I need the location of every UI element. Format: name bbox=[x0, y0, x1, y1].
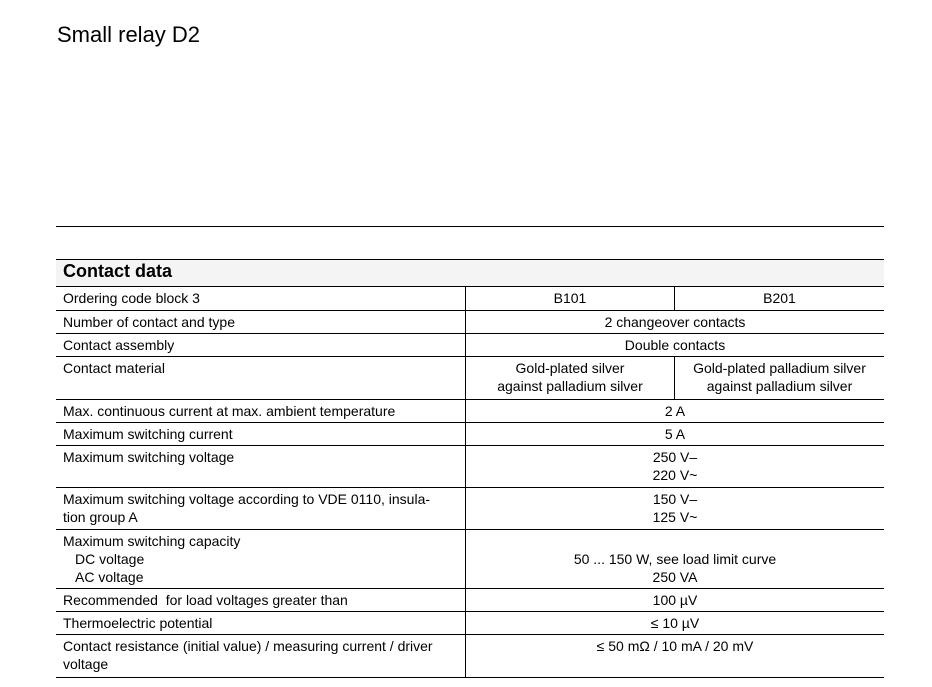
label-line: Maximum switching voltage according to VDE 0110, insula- bbox=[63, 491, 431, 507]
value-line: against palladium silver bbox=[497, 378, 643, 394]
column-header-b201: B201 bbox=[675, 287, 885, 311]
row-value: 100 µV bbox=[466, 589, 885, 612]
row-value: 2 A bbox=[466, 400, 885, 423]
table-row bbox=[56, 446, 884, 488]
column-header-b101: B101 bbox=[466, 287, 675, 311]
row-label: Contact assembly bbox=[56, 334, 466, 357]
table-row bbox=[56, 635, 884, 678]
table-row bbox=[56, 400, 884, 423]
value-line: 220 V~ bbox=[652, 467, 698, 483]
table-row bbox=[56, 311, 884, 334]
value-line: Gold-plated palladium silver bbox=[693, 360, 866, 376]
value-line: 250 VA bbox=[652, 569, 698, 585]
table-row bbox=[56, 423, 884, 446]
row-value: ≤ 10 µV bbox=[466, 612, 885, 635]
row-label: Contact material bbox=[56, 357, 466, 400]
row-label: Thermoelectric potential bbox=[56, 612, 466, 635]
row-value: Double contacts bbox=[466, 334, 885, 357]
value-line: Gold-plated silver bbox=[515, 360, 625, 376]
row-label: Recommended for load voltages greater than bbox=[56, 589, 466, 612]
row-value bbox=[466, 530, 885, 589]
section-title: Contact data bbox=[56, 260, 884, 287]
value-line: 150 V– bbox=[652, 491, 698, 507]
row-label bbox=[56, 635, 466, 678]
value-line: 50 ... 150 W, see load limit curve bbox=[573, 551, 777, 567]
table-row bbox=[56, 357, 884, 400]
section-header bbox=[56, 260, 884, 287]
document-title: Small relay D2 bbox=[57, 22, 201, 47]
value-line: 125 V~ bbox=[652, 509, 698, 525]
label-line: tion group A bbox=[63, 509, 138, 525]
row-label: Number of contact and type bbox=[56, 311, 466, 334]
label-line: AC voltage bbox=[75, 569, 144, 585]
row-value: 2 changeover contacts bbox=[466, 311, 885, 334]
row-label bbox=[56, 530, 466, 589]
row-label: Max. continuous current at max. ambient temperature bbox=[56, 400, 466, 423]
divider bbox=[56, 226, 884, 227]
label-line: Maximum switching capacity bbox=[63, 533, 241, 549]
label-line: Contact resistance (initial value) / measuring current / driver bbox=[63, 638, 433, 654]
row-value-b201 bbox=[675, 357, 885, 400]
table-row bbox=[56, 530, 884, 589]
value-line: 250 V– bbox=[652, 449, 698, 465]
row-value bbox=[466, 446, 885, 488]
table-row bbox=[56, 488, 884, 530]
label-line: voltage bbox=[63, 656, 109, 672]
row-value: 5 A bbox=[466, 423, 885, 446]
table-row bbox=[56, 612, 884, 635]
table-row bbox=[56, 589, 884, 612]
row-label: Ordering code block 3 bbox=[56, 287, 466, 311]
row-label bbox=[56, 488, 466, 530]
row-label: Maximum switching current bbox=[56, 423, 466, 446]
row-value-b101 bbox=[466, 357, 675, 400]
table-row bbox=[56, 287, 884, 311]
row-label: Maximum switching voltage bbox=[56, 446, 466, 488]
value-line: against palladium silver bbox=[706, 378, 853, 394]
label-line: DC voltage bbox=[75, 551, 145, 567]
contact-data-table bbox=[56, 259, 884, 678]
table-row bbox=[56, 334, 884, 357]
row-value: ≤ 50 mΩ / 10 mA / 20 mV bbox=[466, 635, 885, 678]
row-value bbox=[466, 488, 885, 530]
